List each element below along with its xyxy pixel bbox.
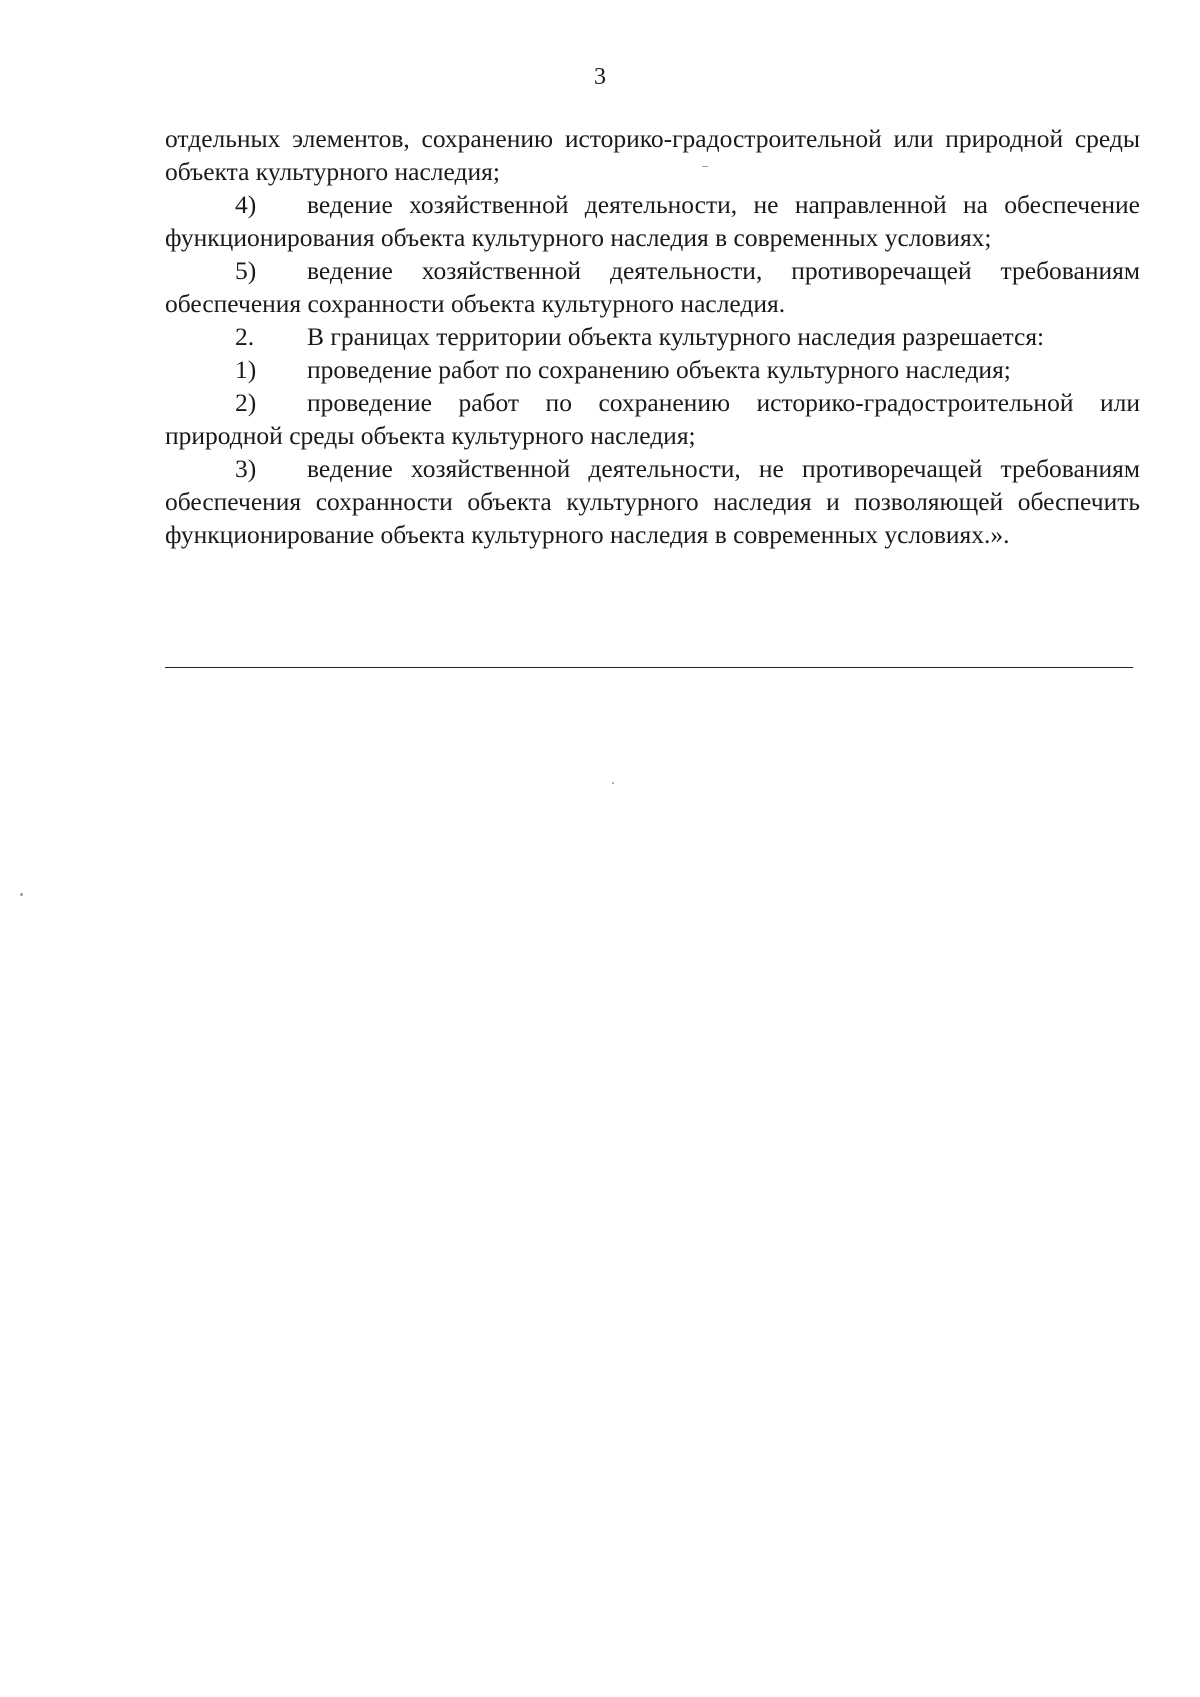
paragraph-text: проведение работ по сохранению объекта культурного наследия;: [307, 355, 1011, 384]
paragraph-continuation: [165, 122, 1140, 188]
scan-speck: [20, 893, 23, 896]
scan-speck: [702, 166, 708, 167]
list-number: 4): [235, 190, 257, 219]
section-2-heading: [165, 320, 1140, 353]
page-number: 3: [594, 64, 606, 90]
list-number: 5): [235, 256, 257, 285]
scan-speck: [612, 782, 614, 784]
paragraph-text: проведение работ по сохранению историко-градостроительной или природной среды объекта культурного наследия;: [165, 388, 1140, 450]
paragraph-text: ведение хозяйственной деятельности, противоречащей требованиям обеспечения сохранности объекта культурного наследия.: [165, 256, 1140, 318]
list-number: 1): [235, 355, 257, 384]
list-number: 2): [235, 388, 257, 417]
paragraph-text: ведение хозяйственной деятельности, не направленной на обеспечение функционирования объекта культурного наследия в современных условиях;: [165, 190, 1140, 252]
paragraph-text: В границах территории объекта культурного наследия разрешается:: [307, 322, 1045, 351]
list-item-5: [165, 254, 1140, 320]
list-item-1: [165, 353, 1140, 386]
list-item-3: [165, 452, 1140, 551]
list-number: 3): [235, 454, 257, 483]
document-body: [165, 122, 1140, 551]
paragraph-text: отдельных элементов, сохранению историко-градостроительной или природной среды объекта культурного наследия;: [165, 124, 1140, 186]
paragraph-text: ведение хозяйственной деятельности, не противоречащей требованиям обеспечения сохранности объекта культурного наследия и позволяющей обеспечить функционирование объекта культурного наследия в современных условиях.».: [165, 454, 1140, 549]
list-item-4: [165, 188, 1140, 254]
list-item-2: [165, 386, 1140, 452]
list-number: 2.: [235, 322, 255, 351]
closing-horizontal-rule: [165, 667, 1133, 668]
